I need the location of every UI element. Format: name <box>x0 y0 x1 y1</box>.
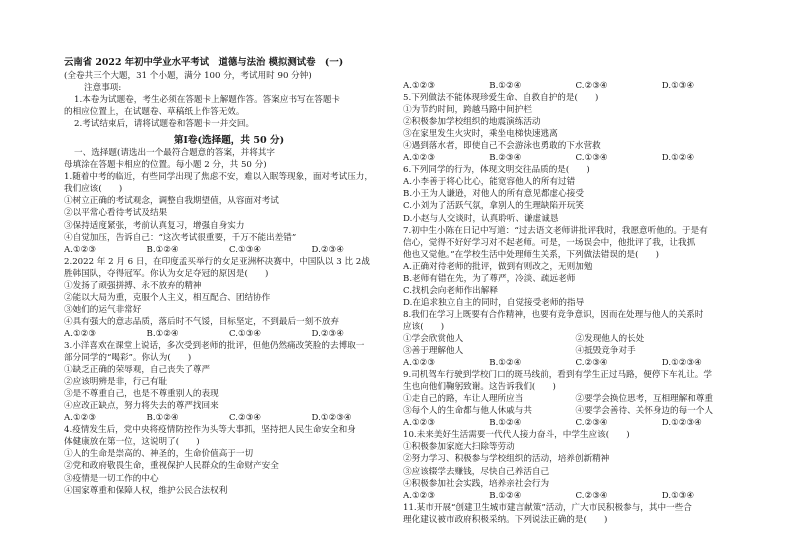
answer-option: C.②③④ <box>575 490 608 501</box>
notes-title: 注意事项: <box>84 83 122 94</box>
question-item: ③她们的运气非常好 <box>64 304 142 315</box>
answer-option: A.①②③ <box>403 358 436 369</box>
question-block <box>403 92 748 164</box>
question-item: ③疫情是一切工作的中心 <box>64 473 159 484</box>
answer-option: C.①③④ <box>229 244 262 255</box>
question-item: ③每个人的生命都与他人休戚与共 <box>403 406 532 417</box>
question-item: ④国家尊重和保障人权，维护公民合法权利 <box>64 485 228 496</box>
note-line: 1.本卷为试题卷，考生必须在答题卡上解题作答。答案应书写在答题卡 <box>74 95 341 106</box>
question-stem: 1.随着中考的临近，有些同学出现了焦虑不安，难以入眠等现象，面对考试压力， <box>64 172 373 183</box>
answer-option: A.①②③ <box>403 81 436 91</box>
right-column <box>403 80 748 526</box>
answer-option: B.①②④ <box>489 358 522 369</box>
answer-option: C.②③④ <box>575 81 608 91</box>
question-item-pair <box>403 333 748 345</box>
question-item: C.小刘为了活跃气氛，拿别人的生理缺陷开玩笑 <box>403 201 584 212</box>
answer-option: B.①②④ <box>489 81 522 91</box>
answer-options <box>403 80 748 92</box>
question-item: ③保持适度紧张，考前认真复习，增强自身实力 <box>64 220 245 231</box>
question-block <box>64 256 394 340</box>
question-item: ④遇到落水者，即使自己不会游泳也勇敢的下水营救 <box>403 141 601 152</box>
answer-options <box>64 328 394 340</box>
question-item: ④要学会善待、关怀身边的每一个人 <box>575 406 714 417</box>
question-item-pair <box>403 345 748 357</box>
question-stem: 信心，觉得不好好学习对不起老师。可是，一场误会中，他批评了我，让我抓 <box>403 237 696 248</box>
question-item: A.小李善于将心比心，能宽容他人的所有过错 <box>403 177 576 188</box>
part-intro: 一、选择题(请选出一个最符合题意的答案，并将其字 <box>74 148 276 159</box>
answer-options <box>403 357 748 369</box>
question-item: A.正确对待老师的批评，做到有则改之，无则加勉 <box>403 261 593 272</box>
question-stem: 7.初中生小陈在日记中写道：“过去语文老师讲批评我时，我愿意听他的。于是有 <box>403 225 708 236</box>
answer-option: C.②③④ <box>229 413 262 424</box>
question-stem: 3.小洋喜欢在课堂上说话，多次受到老师的批评，但他仍然痛改笑脸的去博取一 <box>64 340 365 351</box>
exam-info: (全卷共三个大题，31 个小题，满分 100 分，考试用时 90 分钟) <box>64 71 312 81</box>
part-intro: 母填涂在答题卡相应的位置。每小题 2 分，共 50 分) <box>64 160 267 171</box>
question-item: ①人的生命是崇高的、神圣的，生命价值高于一切 <box>64 449 254 460</box>
question-block <box>403 309 748 369</box>
question-item: ②应该明辨是非，行己有耻 <box>64 377 168 388</box>
question-item: ②以平常心看待考试及结果 <box>64 208 168 219</box>
question-stem: 胜韩国队，夺得冠军。你认为女足夺冠的原因是( ) <box>64 268 269 279</box>
note-line: 的相应位置上，在试题卷、草稿纸上作答无效。 <box>64 107 245 118</box>
question-item: ④具有强大的意志品质，落后时不气馁，目标坚定，不到最后一刻不放弃 <box>64 316 340 327</box>
answer-option: D.①③④ <box>661 81 695 91</box>
answer-option: C.②③④ <box>575 358 608 369</box>
part-title: 第Ⅰ卷(选择题，共 50 分) <box>173 135 285 147</box>
answer-option: A.①②③ <box>64 413 97 424</box>
answer-option: A.①②③ <box>403 490 436 501</box>
answer-option: C.②③④ <box>575 418 608 429</box>
question-item-pair <box>403 393 748 405</box>
question-block <box>64 340 394 424</box>
answer-options <box>403 490 748 502</box>
question-item: ④应改正缺点，努力将失去的尊严找回来 <box>64 401 219 412</box>
question-stem: 部分同学的“喝彩”。你认为( ) <box>64 353 192 364</box>
note-line: 2.考试结束后，请将试题卷和答题卡一并交回。 <box>74 119 255 130</box>
answer-option: D.①②③④ <box>311 413 352 424</box>
question-stem: 生也向他们鞠躬致谢。这告诉我们( ) <box>403 382 556 393</box>
question-stem: 应该( ) <box>403 321 445 332</box>
left-column <box>64 56 394 497</box>
question-stem: 8.我们在学习上既要有合作精神，也要有竞争意识，因而在处理与他人的关系时 <box>403 309 704 320</box>
question-item: ①缺乏正确的荣辱观，自己丧失了尊严 <box>64 365 211 376</box>
answer-options <box>64 412 394 424</box>
question-item: ②要学会换位思考，互相理解和尊重 <box>575 394 714 405</box>
question-stem: 6.下列同学的行为，体现文明交往品质的是( ) <box>403 165 590 176</box>
question-stem: 我们应该( ) <box>64 184 123 195</box>
question-stem: 理化建议被市政府积极采纳。下列说法正确的是( ) <box>403 514 608 525</box>
answer-option: B.①②④ <box>489 418 522 429</box>
question-list-left <box>64 171 394 496</box>
question-item: C.找机会向老师作出解释 <box>403 285 498 296</box>
answer-option: C.①③④ <box>575 153 608 164</box>
answer-option: C.①③④ <box>229 328 262 339</box>
question-stem: 10.未来美好生活需要一代代人接力奋斗，中学生应该( ) <box>403 430 630 441</box>
question-block <box>403 80 748 92</box>
question-block <box>403 225 748 309</box>
answer-option: D.①③④ <box>661 490 695 501</box>
question-item: ②党和政府敬畏生命，重视保护人民群众的生命财产安全 <box>64 461 279 472</box>
question-item: ③在家里发生火灾时，乘坐电梯快速逃离 <box>403 129 558 140</box>
answer-options <box>403 152 748 164</box>
answer-option: A.①②③ <box>403 153 436 164</box>
answer-option: B.①②④ <box>146 244 179 255</box>
question-item: ④抵毁竞争对手 <box>575 346 636 357</box>
answer-option: D.②③④ <box>311 244 344 255</box>
question-item: ②积极参加学校组织的地震演练活动 <box>403 117 541 128</box>
question-item: ①积极参加家庭大扫除等劳动 <box>403 442 515 453</box>
question-stem: 体健康放在第一位，这说明了( ) <box>64 437 200 448</box>
question-item: ②能以大局为重，克服个人主义，相互配合、团结协作 <box>64 292 271 303</box>
answer-options <box>403 417 748 429</box>
question-stem: 他也又觉他。”在学校生活中处理师生关系，下列做法错误的是( ) <box>403 249 660 260</box>
question-item: ①发扬了顽强拼搏、永不放弃的精神 <box>64 280 202 291</box>
question-stem: 11.某市开展“创建卫生城市建言献策”活动，广大市民积极参与，其中一些合 <box>403 502 692 513</box>
answer-option: D.②③④ <box>311 328 344 339</box>
question-item: ④积极参加社会实践，培养亲社会行为 <box>403 478 550 489</box>
answer-option: D.①②④ <box>661 153 695 164</box>
question-item: ③应该辍学去赚钱，尽快自己养活自己 <box>403 466 550 477</box>
question-block <box>403 369 748 429</box>
answer-option: B.①②④ <box>489 490 522 501</box>
question-list-right <box>403 80 748 526</box>
question-item: ③是不尊重自己，也是不尊重别人的表现 <box>64 389 219 400</box>
question-item: ①走自己的路，车让人理所应当 <box>403 394 524 405</box>
question-item: ①为节约时间，跨越马路中间护栏 <box>403 105 532 116</box>
answer-option: A.①②③ <box>403 418 436 429</box>
question-item: B.小王为人谦逊，对他人的所有意见都虚心接受 <box>403 189 584 200</box>
question-item: D.小赵与人交谈时，认真聆听、谦虚诚恳 <box>403 213 559 224</box>
question-stem: 5.下列做法不能体现珍爱生命、自救自护的是( ) <box>403 93 599 104</box>
answer-option: B.①②④ <box>146 328 179 339</box>
answer-option: D.①②③④ <box>661 418 702 429</box>
answer-option: B.①②④ <box>146 413 179 424</box>
answer-options <box>64 244 394 256</box>
exam-title: 云南省 2022 年初中学业水平考试 道德与法治 模拟测试卷 (一) <box>64 57 344 68</box>
question-block <box>403 164 748 224</box>
answer-option: B.②③④ <box>489 153 522 164</box>
answer-option: A.①②③ <box>64 244 97 255</box>
question-item: ①学会欣赏他人 <box>403 333 464 344</box>
question-item: B.老师有错在先，为了尊严，冷淡、疏远老师 <box>403 273 576 284</box>
answer-option: D.①②③④ <box>661 358 702 369</box>
question-block <box>403 429 748 501</box>
question-block <box>64 171 394 255</box>
question-item: ③善于理解他人 <box>403 346 464 357</box>
question-item-pair <box>403 405 748 417</box>
question-stem: 4.疫情发生后，党中央将疫情防控作为头等大事抓，坚持把人民生命安全和身 <box>64 425 356 436</box>
question-item: ④自觉加压，告诉自己：“这次考试很重要，千万不能出差错” <box>64 232 297 243</box>
question-item: ②发现他人的长处 <box>575 333 645 344</box>
question-block <box>64 424 394 496</box>
question-item: ①树立正确的考试观念，调整自我期望值，从容面对考试 <box>64 196 279 207</box>
question-stem: 9.司机驾车行驶到学校门口的斑马线前，看到有学生正过马路，便停下车礼让。学 <box>403 370 712 381</box>
question-item: D.在追求独立自主的同时，自觉接受老师的指导 <box>403 297 585 308</box>
question-stem: 2.2022 年 2 月 6 日，在印度孟买举行的女足亚洲杯决赛中，中国队以 3 比 2战 <box>64 256 370 267</box>
question-block <box>403 502 748 526</box>
answer-option: A.①②③ <box>64 328 97 339</box>
question-item: ②努力学习、积极参与学校组织的活动，培养创新精神 <box>403 454 610 465</box>
